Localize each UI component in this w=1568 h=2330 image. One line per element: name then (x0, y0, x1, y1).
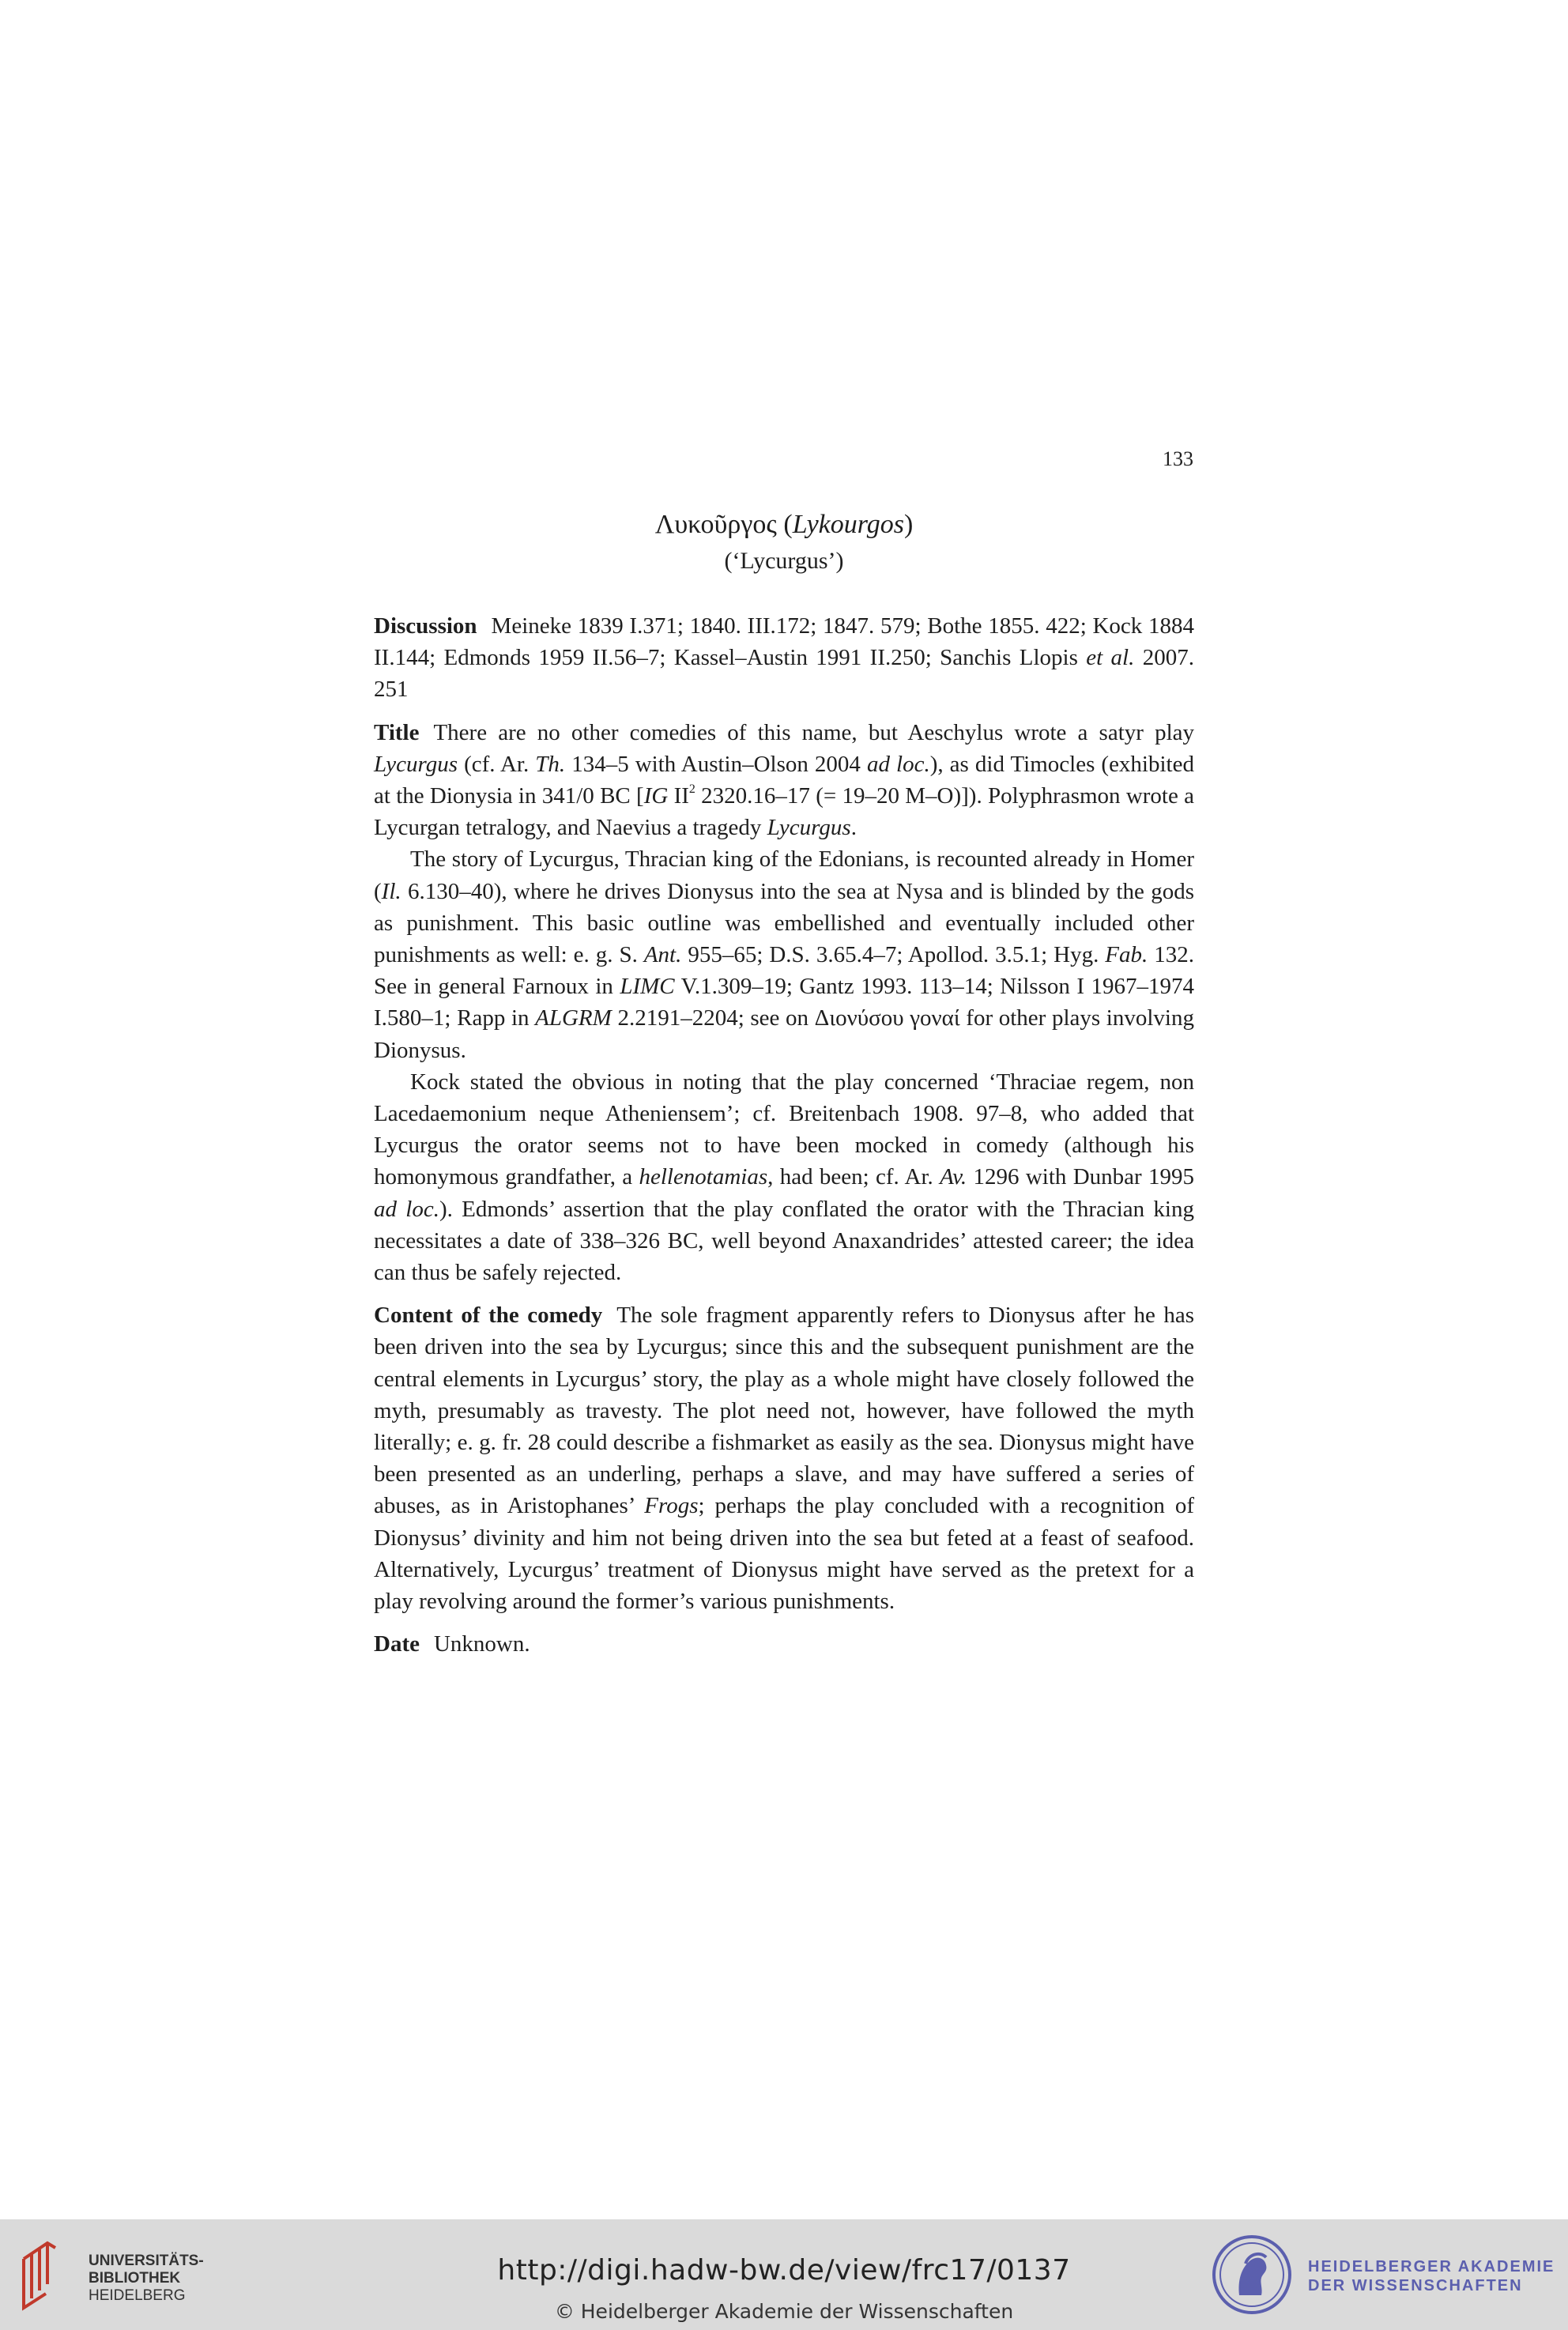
italic-run: et al. (1086, 645, 1135, 671)
text-run: 2.2191–2204; see on Διονύσου γοναί for other plays involving Dionysus. (374, 1005, 1194, 1063)
italic-run: Ant. (643, 942, 682, 968)
italic-run: Lycurgus (767, 815, 851, 841)
text-run: Kock stated the obvious in noting that the play concerned ‘Thraciae regem, non Lacedaemonium neque Atheniensem’; cf. Breitenbach 1908. 97–8, who added that Lycurgus the orator seems not to have been mocked in comedy (although his homonymous grandfather, a (374, 1069, 1194, 1190)
italic-run: Lycurgus (374, 751, 458, 777)
content-heading: Content of the comedy (374, 1303, 603, 1329)
main-text (374, 610, 1194, 1661)
discussion-paragraph (374, 610, 1194, 706)
text-run: , had been; cf. Ar. (767, 1164, 940, 1190)
italic-run: ad loc. (866, 751, 930, 777)
text-run: There are no other comedies of this name, but Aeschylus wrote a satyr play (433, 719, 1194, 745)
text-run: 2320.16–17 (= 19–20 M–O)]). Polyphrasmon wrote a Lycurgan tetralogy, and Naevius a tragedy (374, 783, 1194, 841)
italic-run: Il. (381, 878, 401, 904)
title-transliteration: Lykourgos (792, 510, 904, 539)
italic-run: Fab. (1105, 942, 1148, 968)
entry-title (374, 506, 1194, 579)
text-run: (cf. Ar. (458, 751, 536, 777)
text-run: ; perhaps the play concluded with a recognition of Dionysus’ divinity and him not being driven into the sea but feted at a feast of seafood. Alternatively, Lycurgus’ treatment of Dionysus might have served as the pretext for a play revolving around the former’s various punishments. (374, 1493, 1194, 1615)
page-number: 133 (1163, 447, 1193, 470)
text-run: 134–5 with Austin–Olson 2004 (565, 751, 867, 777)
story-paragraph (374, 843, 1194, 1065)
text-run: V.1.309–19; Gantz 1993. 113–14; Nilsson I 1967–1974 I.580–1; Rapp in (374, 974, 1194, 1031)
hadw-line-1: HEIDELBERGER AKADEMIE (1308, 2258, 1555, 2275)
permalink-url[interactable]: http://digi.hadw-bw.de/view/frc17/0137 (497, 2254, 1071, 2287)
text-run: Meineke 1839 I.371; 1840. III.172; 1847. 579; Bothe 1855. 422; Kock 1884 II.144; Edmonds 1959 II.56–7; Kassel–Austin 1991 II.250; Sanchis Llopis (374, 613, 1194, 671)
italic-run: Av. (940, 1164, 967, 1190)
text-run: 2007. 251 (374, 645, 1194, 703)
text-run: ). Edmonds’ assertion that the play conflated the orator with the Thracian king necessitates a date of 338–326 BC, well beyond Anaxandrides’ attested career; the idea can thus be safely rejected. (374, 1196, 1194, 1286)
text-run: The story of Lycurgus, Thracian king of the Edonians, is recounted already in Homer ( (374, 846, 1194, 904)
title-heading: Title (374, 719, 420, 745)
title-paragraph (374, 717, 1194, 844)
content-paragraph (374, 1299, 1194, 1617)
ub-line-3: HEIDELBERG (89, 2287, 186, 2304)
italic-run: Frogs (644, 1493, 699, 1519)
text-run: . (850, 815, 857, 841)
copyright-notice: © Heidelberger Akademie der Wissenschaften (554, 2300, 1014, 2323)
date-heading: Date (374, 1631, 420, 1657)
title-greek: Λυκοῦργος (654, 510, 777, 539)
academy-name (1308, 2257, 1555, 2295)
italic-run: ad loc. (374, 1196, 439, 1222)
ub-line-1: UNIVERSITÄTS- (89, 2253, 204, 2269)
footer-bar (0, 2219, 1568, 2330)
text-run: Unknown. (433, 1631, 530, 1657)
text-run: II (668, 783, 689, 809)
text-run: 132. See in general Farnoux in (374, 942, 1194, 1000)
academy-seal-icon (1211, 2234, 1293, 2316)
italic-run: ALGRM (535, 1005, 612, 1031)
italic-run: Th. (535, 751, 566, 777)
text-run: The sole fragment apparently refers to Dionysus after he has been driven into the sea by Lycurgus; since this and the subsequent punishment are the central elements in Lycurgus’ story, the play as a whole might have closely followed the myth, presumably as travesty. The plot need not, however, have followed the myth literally; e. g. fr. 28 could describe a fishmarket as easily as the sea. Dionysus might have been presented as an underling, perhaps a slave, and may have suffered a series of abuses, as in Aristophanes’ (374, 1303, 1194, 1519)
discussion-heading: Discussion (374, 613, 477, 639)
hadw-line-2: DER WISSENSCHAFTEN (1308, 2277, 1523, 2294)
superscript: 2 (688, 782, 695, 797)
text-run: 1296 with Dunbar 1995 (967, 1164, 1194, 1190)
italic-run: hellenotamias (639, 1164, 768, 1190)
date-paragraph (374, 1628, 1194, 1660)
title-line: Λυκοῦργος (Lykourgos) (654, 510, 914, 539)
italic-run: IG (643, 783, 669, 809)
text-run: 955–65; D.S. 3.65.4–7; Apollod. 3.5.1; Hyg. (681, 942, 1106, 968)
italic-run: LIMC (620, 974, 675, 1000)
kock-paragraph (374, 1066, 1194, 1288)
text-run: 6.130–40), where he drives Dionysus into the sea at Nysa and is blinded by the gods as punishment. This basic outline was embellished and eventually included other punishments as well: e. g. S. (374, 878, 1194, 968)
ub-line-2: BIBLIOTHEK (89, 2270, 181, 2287)
title-english: (‘Lycurgus’) (724, 548, 844, 574)
text-run: ), as did Timocles (exhibited at the Dionysia in 341/0 BC [ (374, 751, 1194, 809)
